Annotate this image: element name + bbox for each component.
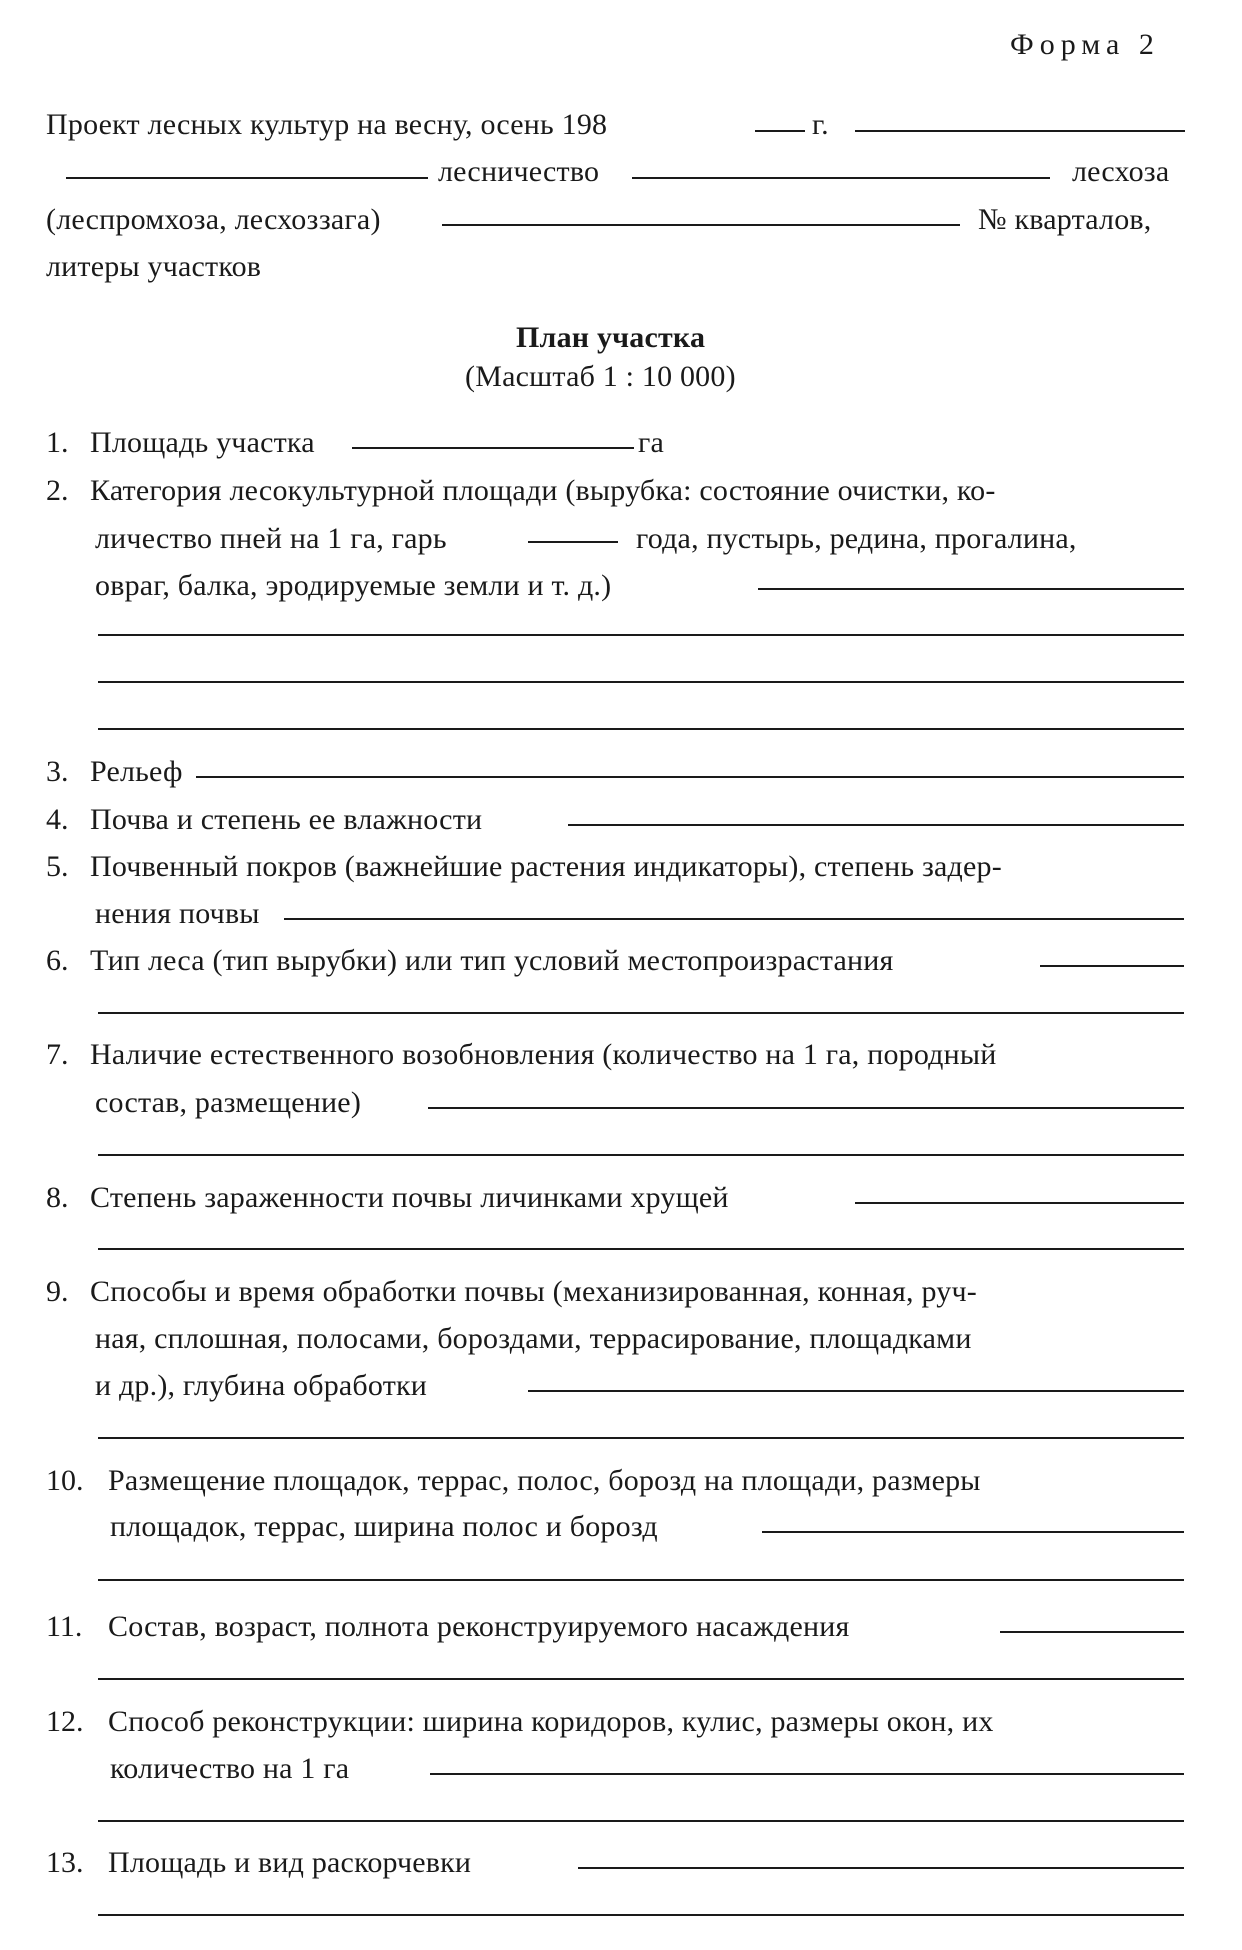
- item-12-blank-1[interactable]: [430, 1773, 1184, 1775]
- item-9-line-1: Способы и время обработки почвы (механизированная, конная, руч-: [90, 1275, 977, 1308]
- item-5-blank[interactable]: [284, 918, 1184, 920]
- item-2-line-2b: года, пустырь, редина, прогалина,: [636, 522, 1077, 555]
- item-2-line-2a: личество пней на 1 га, гарь: [95, 522, 447, 555]
- item-7-blank-2[interactable]: [98, 1154, 1184, 1156]
- item-9-blank-1[interactable]: [528, 1390, 1184, 1392]
- item-12-line-2: количество на 1 га: [110, 1752, 350, 1785]
- item-6-number: 6.: [46, 944, 69, 977]
- item-2-blank-4[interactable]: [98, 728, 1184, 730]
- item-8-number: 8.: [46, 1181, 69, 1214]
- leskhoz-name-blank[interactable]: [632, 177, 1050, 179]
- item-13-text: Площадь и вид раскорчевки: [108, 1846, 472, 1879]
- leskhoz-alt-label: (леспромхоза, лесхоззага): [46, 203, 381, 236]
- item-9-line-3: и др.), глубина обработки: [95, 1369, 428, 1402]
- item-1-blank[interactable]: [352, 447, 634, 449]
- plan-scale: (Масштаб 1 : 10 000): [465, 360, 736, 393]
- item-5-line-1: Почвенный покров (важнейшие растения индикаторы), степень задер-: [90, 850, 1002, 883]
- form-label: Форма 2: [1010, 28, 1160, 61]
- item-6-blank-1[interactable]: [1040, 965, 1184, 967]
- item-5-line-2: нения почвы: [95, 897, 260, 930]
- item-10-line-1: Размещение площадок, террас, полос, борозд на площади, размеры: [108, 1464, 981, 1497]
- item-5-number: 5.: [46, 850, 69, 883]
- item-11-blank-1[interactable]: [1000, 1631, 1184, 1633]
- item-7-line-2: состав, размещение): [95, 1086, 362, 1119]
- item-4-number: 4.: [46, 803, 69, 836]
- item-8-blank-2[interactable]: [98, 1248, 1184, 1250]
- item-12-line-1: Способ реконструкции: ширина коридоров, кулис, размеры окон, их: [108, 1705, 994, 1738]
- item-11-number: 11.: [46, 1610, 83, 1643]
- quarters-blank[interactable]: [442, 224, 960, 226]
- item-11-blank-2[interactable]: [98, 1678, 1184, 1680]
- quarters-label: № кварталов,: [978, 203, 1152, 236]
- item-6-text: Тип леса (тип вырубки) или тип условий местопроизрастания: [90, 944, 894, 977]
- forestry-label: лесничество: [438, 155, 600, 188]
- item-7-line-1: Наличие естественного возобновления (количество на 1 га, породный: [90, 1038, 997, 1071]
- item-8-text: Степень зараженности почвы личинками хрущей: [90, 1181, 729, 1214]
- item-13-number: 13.: [46, 1846, 84, 1879]
- item-7-blank-1[interactable]: [428, 1107, 1184, 1109]
- item-2-year-blank[interactable]: [528, 541, 618, 543]
- item-6-blank-2[interactable]: [98, 1012, 1184, 1014]
- item-7-number: 7.: [46, 1038, 69, 1071]
- item-10-blank-1[interactable]: [762, 1531, 1184, 1533]
- year-suffix: г.: [812, 108, 829, 141]
- item-2-blank-3[interactable]: [98, 681, 1184, 683]
- item-11-text: Состав, возраст, полнота реконструируемого насаждения: [108, 1610, 850, 1643]
- item-2-line-3: овраг, балка, эродируемые земли и т. д.): [95, 569, 612, 602]
- leskhoz-label: лесхоза: [1072, 155, 1170, 188]
- year-blank[interactable]: [755, 130, 805, 132]
- plots-label: литеры участков: [46, 250, 262, 283]
- item-10-line-2: площадок, террас, ширина полос и борозд: [110, 1510, 658, 1543]
- item-2-line-1: Категория лесокультурной площади (вырубка: состояние очистки, ко-: [90, 474, 996, 507]
- forestry-name-blank[interactable]: [66, 177, 428, 179]
- item-9-line-2: ная, сплошная, полосами, бороздами, террасирование, площадками: [95, 1322, 972, 1355]
- item-10-blank-2[interactable]: [98, 1579, 1184, 1581]
- project-title: Проект лесных культур на весну, осень 198: [46, 108, 608, 141]
- item-1-unit: га: [638, 426, 665, 459]
- item-3-text: Рельеф: [90, 755, 183, 788]
- plan-title: План участка: [516, 321, 706, 354]
- item-2-blank-1[interactable]: [758, 588, 1184, 590]
- item-9-blank-2[interactable]: [98, 1437, 1184, 1439]
- item-3-blank[interactable]: [196, 776, 1184, 778]
- item-13-blank-1[interactable]: [578, 1867, 1184, 1869]
- item-12-number: 12.: [46, 1705, 84, 1738]
- item-13-blank-2[interactable]: [98, 1914, 1184, 1916]
- item-8-blank-1[interactable]: [855, 1202, 1184, 1204]
- item-4-text: Почва и степень ее влажности: [90, 803, 483, 836]
- item-1-number: 1.: [46, 426, 69, 459]
- item-4-blank[interactable]: [568, 824, 1184, 826]
- item-1-text: Площадь участка: [90, 426, 315, 459]
- item-10-number: 10.: [46, 1464, 84, 1497]
- item-3-number: 3.: [46, 755, 69, 788]
- item-2-blank-2[interactable]: [98, 634, 1184, 636]
- item-9-number: 9.: [46, 1275, 69, 1308]
- item-12-blank-2[interactable]: [98, 1820, 1184, 1822]
- item-2-number: 2.: [46, 474, 69, 507]
- title-blank[interactable]: [855, 130, 1185, 132]
